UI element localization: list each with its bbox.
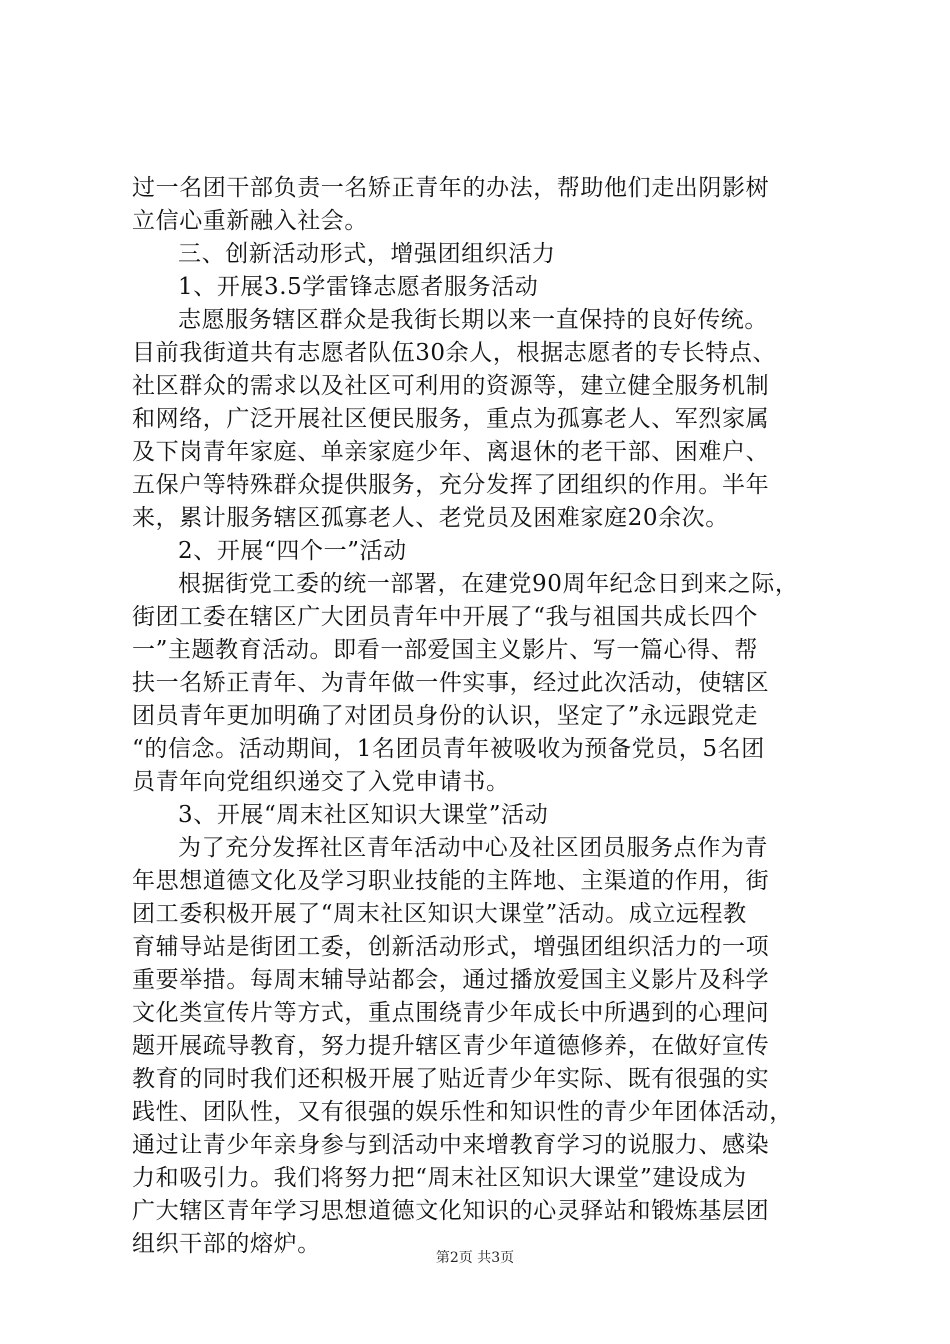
text-line: 组织干部的熔炉。: [132, 1231, 321, 1257]
subsection-heading: 3、开展“周末社区知识大课堂”活动: [178, 802, 549, 828]
text-line: “的信念。活动期间，1名团员青年被吸收为预备党员，5名团: [132, 736, 765, 762]
text-line: 目前我街道共有志愿者队伍30余人，根据志愿者的专长特点、: [132, 340, 777, 366]
text-line: 通过让青少年亲身参与到活动中来增教育学习的说服力、感染: [132, 1132, 770, 1158]
text-line: 文化类宣传片等方式，重点围绕青少年成长中所遇到的心理问: [132, 1000, 770, 1026]
text-line: 一”主题教育活动。即看一部爱国主义影片、写一篇心得、帮: [132, 637, 758, 663]
text-line: 题开展疏导教育，努力提升辖区青少年道德修养，在做好宣传: [132, 1033, 770, 1059]
text-line: 践性、团队性，又有很强的娱乐性和知识性的青少年团体活动，: [132, 1099, 793, 1125]
page-footer: 第2页 共3页: [435, 1250, 515, 1266]
text-line: 志愿服务辖区群众是我街长期以来一直保持的良好传统。: [178, 307, 768, 333]
text-line: 过一名团干部负责一名矫正青年的办法，帮助他们走出阴影树: [132, 175, 770, 201]
text-line: 重要举措。每周末辅导站都会，通过播放爱国主义影片及科学: [132, 967, 770, 993]
text-line: 力和吸引力。我们将努力把“周末社区知识大课堂”建设成为: [132, 1165, 747, 1191]
text-line: 五保户等特殊群众提供服务，充分发挥了团组织的作用。半年: [132, 472, 770, 498]
section-heading: 三、创新活动形式，增强团组织活力: [178, 241, 556, 267]
subsection-heading: 1、开展3.5学雷锋志愿者服务活动: [178, 274, 539, 300]
text-line: 街团工委在辖区广大团员青年中开展了“我与祖国共成长四个: [132, 604, 758, 630]
text-line: 和网络，广泛开展社区便民服务，重点为孤寡老人、军烈家属: [132, 406, 770, 432]
text-line: 育辅导站是街团工委，创新活动形式，增强团组织活力的一项: [132, 934, 770, 960]
text-line: 为了充分发挥社区青年活动中心及社区团员服务点作为青: [178, 835, 768, 861]
text-line: 立信心重新融入社会。: [132, 208, 368, 234]
text-line: 根据街党工委的统一部署，在建党90周年纪念日到来之际，: [178, 571, 799, 597]
text-line: 团工委积极开展了“周末社区知识大课堂”活动。成立远程教: [132, 901, 747, 927]
subsection-heading: 2、开展“四个一”活动: [178, 538, 407, 564]
text-line: 社区群众的需求以及社区可利用的资源等，建立健全服务机制: [132, 373, 770, 399]
text-line: 广大辖区青年学习思想道德文化知识的心灵驿站和锻炼基层团: [132, 1198, 770, 1224]
text-line: 年思想道德文化及学习职业技能的主阵地、主渠道的作用，街: [132, 868, 770, 894]
document-body: [132, 172, 822, 1261]
text-line: 团员青年更加明确了对团员身份的认识，坚定了”永远跟党走: [132, 703, 758, 729]
text-line: 扶一名矫正青年、为青年做一件实事，经过此次活动，使辖区: [132, 670, 770, 696]
text-line: 教育的同时我们还积极开展了贴近青少年实际、既有很强的实: [132, 1066, 770, 1092]
text-line: 及下岗青年家庭、单亲家庭少年、离退休的老干部、困难户、: [132, 439, 770, 465]
text-line: 来，累计服务辖区孤寡老人、老党员及困难家庭20余次。: [132, 505, 729, 531]
text-line: 员青年向党组织递交了入党申请书。: [132, 769, 510, 795]
